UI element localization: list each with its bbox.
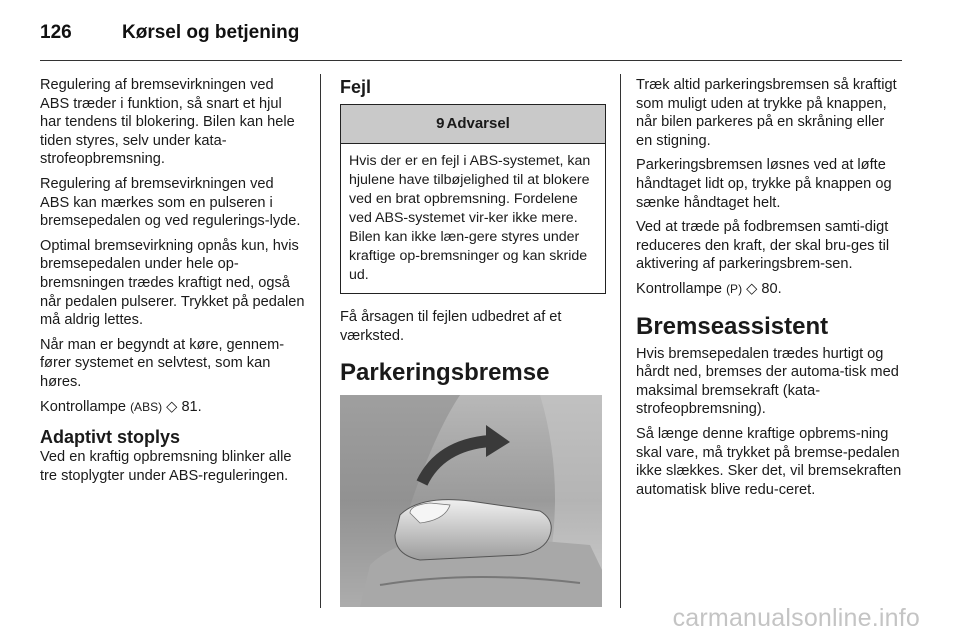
abs-paragraph-2: Regulering af bremsevirkningen ved ABS kan mærkes som en pulseren i bremsepedalen og ved regulerings-lyde. (40, 175, 301, 230)
parking-brake-paragraph-3: Ved at træde på fodbremsen samti-digt reduceres den kraft, der skal bru-ges til aktivering af parkeringsbrem-sen. (636, 219, 890, 273)
page-reference[interactable]: 80. (761, 280, 782, 297)
abs-paragraph-4: Når man er begyndt at køre, gennem-fører systemet en selvtest, som kan høres. (40, 336, 285, 390)
indicator-label: Kontrollampe (40, 398, 126, 415)
abs-indicator-reference (40, 398, 306, 417)
indicator-label: Kontrollampe (636, 280, 722, 297)
warning-box (340, 104, 606, 294)
section-heading-fault: Fejl (340, 77, 372, 97)
warning-triangle-icon: 9 (436, 114, 445, 132)
page-title: Kørsel og betjening (122, 22, 300, 43)
parking-brake-paragraph-2: Parkeringsbremsen løsnes ved at løfte håndtaget lidt op, trykke på knappen og sænke håndtaget helt. (636, 157, 892, 211)
warning-text: Hvis der er en fejl i ABS-systemet, kan hjulene have tilbøjelighed til at blokere ved en brat opbremsning. Fordelene ved ABS-systemet vir-ker ikke mere. Bilen kan ikke læn-gere styres under kraftige op-bremsninger og kan skride ud. (349, 153, 591, 283)
abs-paragraph-3: Optimal bremsevirkning opnås kun, hvis bremsepedalen under hele op-bremsningen trædes kraftigt ned, også når pedalen pulserer. Trykket på pedalen må aldrig lettes. (40, 237, 305, 329)
header-rule (40, 60, 902, 61)
abs-warning-icon: (ABS) (130, 399, 163, 414)
section-heading-adaptive-brake-light: Adaptivt stoplys (40, 427, 181, 448)
warning-title: Advarsel (446, 114, 510, 132)
brake-assist-paragraph-2: Så længe denne kraftige opbrems-ning skal vare, må trykket på bremse-pedalen ikke slækkes. Sker det, vil bremsekraften automatisk blive redu-ceret. (636, 425, 902, 498)
reference-arrow-icon: ◇ (166, 398, 178, 415)
watermark: carmanualsonline.info (672, 604, 920, 632)
column-divider-2 (620, 74, 621, 608)
column-1 (40, 76, 306, 491)
reference-arrow-icon: ◇ (746, 280, 758, 297)
column-divider-1 (320, 74, 321, 608)
abs-paragraph-1: Regulering af bremsevirkningen ved ABS træder i funktion, så snart et hjul har tendens til blokering. Bilen kan hele tiden styres, selv under kata-strofeopbremsning. (40, 77, 295, 168)
adaptive-brake-light-paragraph: Ved en kraftig opbremsning blinker alle tre stoplygter under ABS-reguleringen. (40, 449, 292, 484)
parking-brake-paragraph-1: Træk altid parkeringsbremsen så kraftigt som muligt uden at trykke på knappen, når bilen parkeres på en skråning eller en stigning. (636, 77, 897, 149)
warning-header (341, 105, 605, 144)
page-reference[interactable]: 81. (181, 398, 202, 415)
fault-paragraph: Få årsagen til fejlen udbedret af et værksted. (340, 309, 562, 344)
section-heading-parking-brake: Parkeringsbremse (340, 359, 550, 387)
brake-assist-paragraph-1: Hvis bremsepedalen trædes hurtigt og hårdt ned, bremses der automa-tisk med maksimal bremsekraft (kata-strofeopbremsning). (636, 345, 899, 418)
parking-brake-warning-icon: (P) (726, 281, 743, 296)
section-heading-brake-assist: Bremseassistent (636, 312, 829, 340)
parking-brake-illustration (340, 395, 602, 607)
parking-indicator-reference (636, 280, 902, 299)
column-2 (340, 76, 606, 607)
page-number: 126 (40, 22, 72, 43)
column-3 (636, 76, 902, 505)
